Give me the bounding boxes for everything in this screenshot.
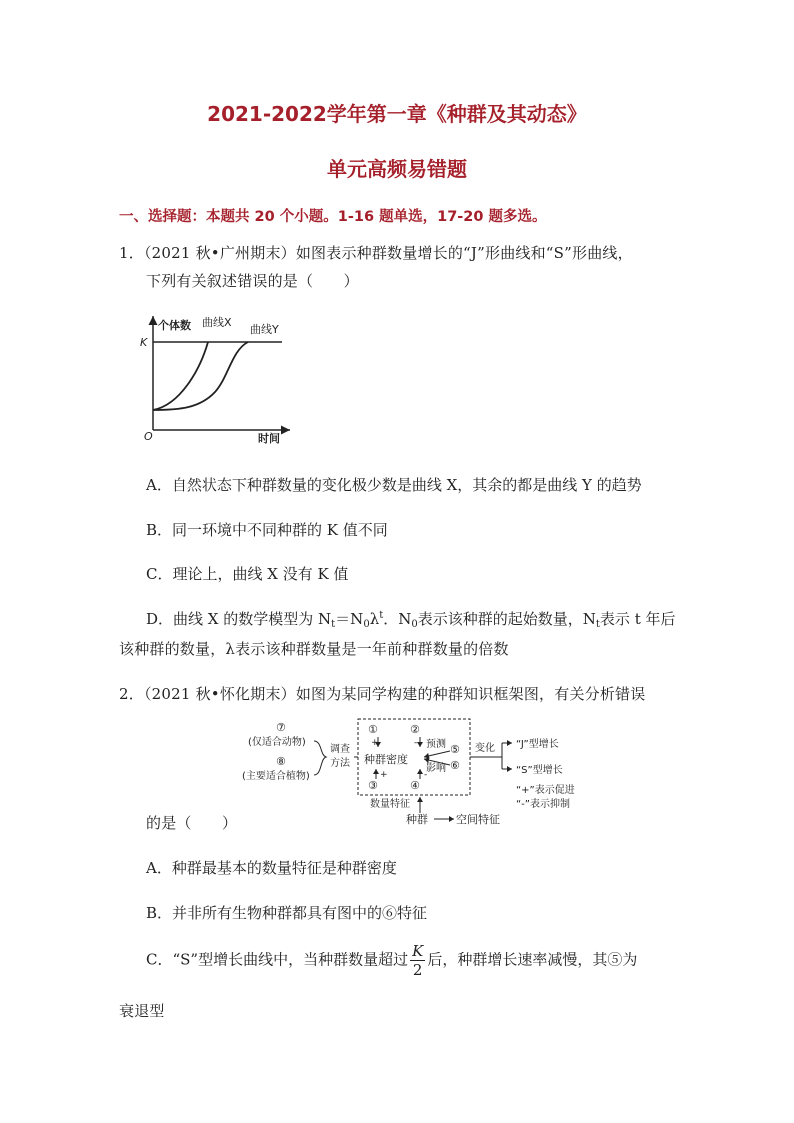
quantity-feature-label: 数量特征 <box>370 799 410 810</box>
q2-option-a: A．种群最基本的数量特征是种群密度 <box>146 859 397 877</box>
curve-x <box>153 342 208 410</box>
minus-sign-2: - <box>414 738 418 748</box>
curve-x-label: 曲线X <box>202 316 232 329</box>
k-over-2-fraction <box>410 942 425 979</box>
curve-y-label: 曲线Y <box>250 323 279 336</box>
minus-sign-4: - <box>424 770 428 780</box>
q2-stem-line2: 的是（ ） <box>146 814 238 832</box>
q1-stem-line1 <box>119 242 633 263</box>
q1-d-text1: D．曲线 X 的数学模型为 N <box>146 610 332 628</box>
node-2: ② <box>410 723 420 736</box>
q2-c-text1: C．“S”型增长曲线中，当种群数量超过 <box>146 950 409 969</box>
fraction-numerator: K <box>412 942 424 960</box>
q1-option-d <box>146 608 676 630</box>
q2-option-c <box>146 942 637 979</box>
q1-stem-line2: 下列有关叙述错误的是（ ） <box>146 272 359 290</box>
j-growth-label: “J”型增长 <box>516 739 559 750</box>
fraction-denominator: 2 <box>412 961 423 979</box>
node-8-note: (主要适合植物) <box>242 771 310 782</box>
q1-number: 1． <box>119 244 144 262</box>
x-axis-label: 时间 <box>258 432 280 445</box>
q1-d-text3: 表示该种群的起始数量，N <box>417 610 596 628</box>
q1-d-sup-t: t <box>379 610 384 621</box>
survey-label-1: 调查 <box>330 744 350 755</box>
change-label: 变化 <box>475 743 495 754</box>
q2-population-framework-figure <box>240 717 620 827</box>
population-density: 种群密度 <box>364 753 408 766</box>
q2-number: 2． <box>119 685 144 703</box>
survey-label-2: 方法 <box>330 758 350 769</box>
node-3: ③ <box>368 779 378 792</box>
plus-sign-3: + <box>380 770 388 780</box>
s-growth-label: “S”型增长 <box>516 765 563 776</box>
y-axis-label: 个体数 <box>158 319 191 332</box>
q1-d-sub-t: t <box>331 619 336 630</box>
plus-sign-1: + <box>371 738 379 748</box>
node-5: ⑤ <box>450 743 460 756</box>
spatial-feature-label: 空间特征 <box>456 813 500 826</box>
q1-stem-text1: （2021 秋•广州期末）如图表示种群数量增长的“J”形曲线和“S”形曲线， <box>143 244 633 262</box>
document-title: 2021-2022学年第一章《种群及其动态》 <box>207 102 587 126</box>
q2-c-text2: 后，种群增长速率减慢，其⑤为 <box>427 950 638 969</box>
node-7-note: (仅适合动物) <box>248 737 306 748</box>
q1-growth-curve-figure <box>140 310 300 448</box>
legend-plus: “+”表示促进 <box>516 785 575 796</box>
q1-d-eq: ＝N <box>335 610 364 628</box>
q1-option-b: B．同一环境中不同种群的 K 值不同 <box>146 521 388 539</box>
q2-stem-text1: （2021 秋•怀化期末）如图为某同学构建的种群知识框架图，有关分析错误 <box>143 685 646 703</box>
curve-y <box>153 342 248 410</box>
node-1: ① <box>368 723 378 736</box>
q2-option-c-line2: 衰退型 <box>119 1002 165 1020</box>
predict-label: 预测 <box>426 739 446 750</box>
influence-label: 影响 <box>426 763 446 774</box>
q1-option-d-line2: 该种群的数量，λ表示该种群数量是一年前种群数量的倍数 <box>119 640 509 658</box>
population-label: 种群 <box>406 813 428 826</box>
node-6: ⑥ <box>450 759 460 772</box>
q1-d-sub-0b: 0 <box>411 619 418 630</box>
node-7: ⑦ <box>276 721 286 734</box>
q1-d-sub-0: 0 <box>363 619 370 630</box>
q1-d-lambda: λ <box>369 610 380 628</box>
section-heading: 一、选择题：本题共 20 个小题。1-16 题单选，17-20 题多选。 <box>119 209 547 225</box>
legend-minus: “-”表示抑制 <box>516 799 570 810</box>
document-subtitle: 单元高频易错题 <box>327 157 467 181</box>
q1-option-c: C．理论上，曲线 X 没有 K 值 <box>146 565 349 583</box>
k-label: K <box>140 336 148 349</box>
node-4: ④ <box>410 779 420 792</box>
q1-d-sub-tb: t <box>595 619 600 630</box>
node-8: ⑧ <box>276 755 286 768</box>
q1-d-text2: ．N <box>383 610 412 628</box>
q1-option-a: A．自然状态下种群数量的变化极少数是曲线 X，其余的都是曲线 Y 的趋势 <box>146 476 642 494</box>
q1-d-text4: 表示 t 年后 <box>599 610 676 628</box>
q2-stem-line1 <box>119 683 645 704</box>
q2-option-b: B．并非所有生物种群都具有图中的⑥特征 <box>146 904 428 922</box>
origin-label: O <box>144 430 153 443</box>
